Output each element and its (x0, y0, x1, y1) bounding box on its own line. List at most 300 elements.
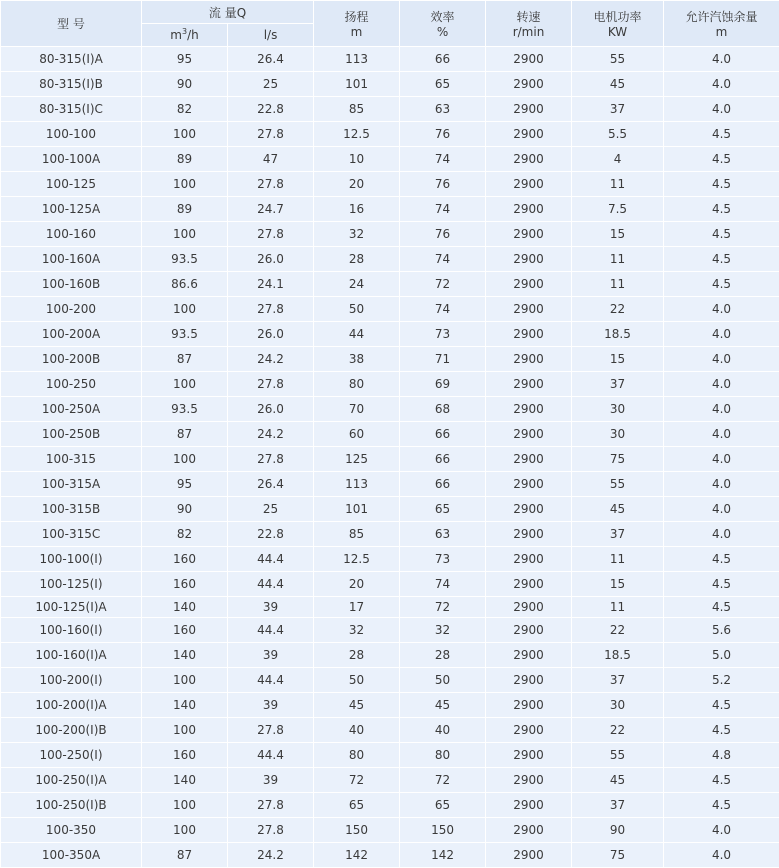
cell-speed: 2900 (486, 843, 572, 868)
cell-head: 85 (314, 522, 400, 547)
cell-model: 100-315A (1, 472, 142, 497)
cell-npsh: 4.5 (664, 272, 779, 297)
header-speed-label: 转速 (517, 10, 541, 24)
cell-flow-ls: 22.8 (228, 97, 314, 122)
cell-flow-ls: 27.8 (228, 297, 314, 322)
cell-flow-m3h: 100 (142, 172, 228, 197)
cell-model: 100-160B (1, 272, 142, 297)
table-row (1, 522, 779, 547)
cell-speed: 2900 (486, 197, 572, 222)
cell-npsh: 4.0 (664, 97, 779, 122)
table-row (1, 47, 779, 72)
cell-model: 100-350 (1, 818, 142, 843)
cell-head: 17 (314, 597, 400, 618)
cell-power: 45 (572, 72, 664, 97)
cell-head: 12.5 (314, 547, 400, 572)
cell-efficiency: 80 (400, 743, 486, 768)
header-speed-unit: r/min (513, 25, 545, 39)
cell-flow-ls: 26.0 (228, 247, 314, 272)
cell-flow-m3h: 82 (142, 522, 228, 547)
cell-flow-ls: 26.4 (228, 472, 314, 497)
cell-npsh: 4.0 (664, 72, 779, 97)
cell-speed: 2900 (486, 397, 572, 422)
header-npsh-label: 允许汽蚀余量 (686, 10, 758, 24)
cell-speed: 2900 (486, 522, 572, 547)
cell-npsh: 4.5 (664, 197, 779, 222)
cell-flow-m3h: 100 (142, 122, 228, 147)
cell-flow-ls: 44.4 (228, 547, 314, 572)
cell-npsh: 5.0 (664, 643, 779, 668)
cell-power: 18.5 (572, 643, 664, 668)
cell-flow-ls: 25 (228, 72, 314, 97)
cell-npsh: 4.0 (664, 818, 779, 843)
table-row (1, 618, 779, 643)
cell-power: 15 (572, 347, 664, 372)
table-row (1, 472, 779, 497)
cell-model: 100-100(I) (1, 547, 142, 572)
unit-sup: 3 (182, 27, 187, 36)
cell-npsh: 4.5 (664, 597, 779, 618)
cell-head: 28 (314, 247, 400, 272)
cell-flow-ls: 27.8 (228, 818, 314, 843)
table-row (1, 222, 779, 247)
table-row (1, 372, 779, 397)
cell-head: 32 (314, 618, 400, 643)
cell-flow-m3h: 90 (142, 497, 228, 522)
cell-efficiency: 76 (400, 222, 486, 247)
cell-power: 37 (572, 522, 664, 547)
cell-npsh: 4.0 (664, 422, 779, 447)
cell-head: 125 (314, 447, 400, 472)
cell-flow-ls: 44.4 (228, 572, 314, 597)
header-head-unit: m (351, 25, 363, 39)
cell-npsh: 5.6 (664, 618, 779, 643)
cell-efficiency: 65 (400, 497, 486, 522)
cell-power: 7.5 (572, 197, 664, 222)
table-row (1, 272, 779, 297)
cell-flow-m3h: 90 (142, 72, 228, 97)
cell-model: 100-100 (1, 122, 142, 147)
header-flow-unit-m3h (142, 24, 228, 47)
cell-head: 20 (314, 172, 400, 197)
table-row (1, 597, 779, 618)
cell-flow-m3h: 100 (142, 668, 228, 693)
cell-flow-ls: 39 (228, 597, 314, 618)
cell-model: 80-315(I)A (1, 47, 142, 72)
cell-speed: 2900 (486, 97, 572, 122)
cell-power: 45 (572, 497, 664, 522)
cell-speed: 2900 (486, 743, 572, 768)
table-row (1, 447, 779, 472)
cell-speed: 2900 (486, 718, 572, 743)
cell-power: 11 (572, 247, 664, 272)
cell-model: 100-250(I)A (1, 768, 142, 793)
table-row (1, 397, 779, 422)
cell-flow-ls: 26.4 (228, 47, 314, 72)
table-header (1, 1, 779, 47)
cell-speed: 2900 (486, 547, 572, 572)
cell-head: 85 (314, 97, 400, 122)
table-row (1, 197, 779, 222)
cell-flow-m3h: 89 (142, 147, 228, 172)
cell-flow-m3h: 93.5 (142, 247, 228, 272)
cell-power: 15 (572, 572, 664, 597)
cell-flow-ls: 27.8 (228, 447, 314, 472)
cell-speed: 2900 (486, 597, 572, 618)
cell-head: 101 (314, 497, 400, 522)
cell-power: 55 (572, 472, 664, 497)
cell-model: 100-200(I) (1, 668, 142, 693)
cell-power: 5.5 (572, 122, 664, 147)
table-row (1, 147, 779, 172)
cell-efficiency: 66 (400, 47, 486, 72)
header-flow: 流 量Q (142, 1, 314, 24)
cell-flow-m3h: 140 (142, 643, 228, 668)
header-npsh-unit: m (716, 25, 728, 39)
cell-head: 40 (314, 718, 400, 743)
table-row (1, 818, 779, 843)
header-flow-unit-ls: l/s (228, 24, 314, 47)
cell-model: 100-315B (1, 497, 142, 522)
cell-model: 80-315(I)C (1, 97, 142, 122)
cell-head: 38 (314, 347, 400, 372)
table-row (1, 322, 779, 347)
cell-speed: 2900 (486, 47, 572, 72)
cell-flow-m3h: 100 (142, 818, 228, 843)
cell-flow-ls: 44.4 (228, 668, 314, 693)
cell-efficiency: 66 (400, 447, 486, 472)
cell-flow-ls: 24.2 (228, 422, 314, 447)
cell-model: 100-200B (1, 347, 142, 372)
cell-flow-ls: 39 (228, 643, 314, 668)
cell-flow-ls: 22.8 (228, 522, 314, 547)
cell-efficiency: 63 (400, 97, 486, 122)
cell-flow-ls: 44.4 (228, 743, 314, 768)
cell-head: 24 (314, 272, 400, 297)
cell-npsh: 4.5 (664, 172, 779, 197)
cell-flow-m3h: 87 (142, 347, 228, 372)
cell-model: 100-160(I) (1, 618, 142, 643)
cell-speed: 2900 (486, 668, 572, 693)
cell-flow-ls: 39 (228, 768, 314, 793)
table-row (1, 643, 779, 668)
cell-power: 22 (572, 618, 664, 643)
cell-model: 100-125(I) (1, 572, 142, 597)
cell-speed: 2900 (486, 643, 572, 668)
cell-power: 11 (572, 547, 664, 572)
table-row (1, 497, 779, 522)
cell-flow-ls: 27.8 (228, 372, 314, 397)
cell-npsh: 4.0 (664, 447, 779, 472)
cell-flow-m3h: 100 (142, 222, 228, 247)
cell-efficiency: 65 (400, 72, 486, 97)
cell-flow-m3h: 89 (142, 197, 228, 222)
cell-speed: 2900 (486, 618, 572, 643)
cell-efficiency: 71 (400, 347, 486, 372)
cell-npsh: 4.5 (664, 793, 779, 818)
cell-efficiency: 74 (400, 572, 486, 597)
cell-power: 30 (572, 422, 664, 447)
table-row (1, 172, 779, 197)
cell-efficiency: 45 (400, 693, 486, 718)
cell-npsh: 4.5 (664, 693, 779, 718)
cell-npsh: 4.0 (664, 522, 779, 547)
cell-speed: 2900 (486, 372, 572, 397)
cell-efficiency: 66 (400, 472, 486, 497)
cell-model: 80-315(I)B (1, 72, 142, 97)
cell-power: 45 (572, 768, 664, 793)
header-model: 型 号 (1, 1, 142, 47)
cell-power: 55 (572, 743, 664, 768)
cell-power: 55 (572, 47, 664, 72)
cell-efficiency: 72 (400, 768, 486, 793)
cell-speed: 2900 (486, 297, 572, 322)
cell-power: 75 (572, 843, 664, 868)
table-row (1, 122, 779, 147)
cell-flow-ls: 26.0 (228, 397, 314, 422)
cell-flow-m3h: 87 (142, 843, 228, 868)
table-row (1, 72, 779, 97)
table-row (1, 768, 779, 793)
cell-efficiency: 73 (400, 547, 486, 572)
header-efficiency (400, 1, 486, 47)
cell-speed: 2900 (486, 572, 572, 597)
cell-flow-m3h: 140 (142, 693, 228, 718)
cell-flow-ls: 27.8 (228, 122, 314, 147)
cell-npsh: 4.5 (664, 122, 779, 147)
cell-efficiency: 66 (400, 422, 486, 447)
cell-efficiency: 40 (400, 718, 486, 743)
cell-efficiency: 150 (400, 818, 486, 843)
cell-flow-m3h: 86.6 (142, 272, 228, 297)
cell-power: 4 (572, 147, 664, 172)
cell-power: 22 (572, 297, 664, 322)
cell-speed: 2900 (486, 272, 572, 297)
cell-efficiency: 50 (400, 668, 486, 693)
cell-flow-ls: 27.8 (228, 793, 314, 818)
cell-speed: 2900 (486, 172, 572, 197)
cell-model: 100-250(I) (1, 743, 142, 768)
cell-head: 101 (314, 72, 400, 97)
cell-flow-m3h: 87 (142, 422, 228, 447)
cell-head: 150 (314, 818, 400, 843)
cell-efficiency: 74 (400, 247, 486, 272)
cell-flow-ls: 25 (228, 497, 314, 522)
cell-power: 37 (572, 793, 664, 818)
cell-npsh: 4.0 (664, 397, 779, 422)
cell-npsh: 4.5 (664, 547, 779, 572)
cell-power: 11 (572, 597, 664, 618)
table-row (1, 347, 779, 372)
cell-npsh: 4.0 (664, 472, 779, 497)
cell-model: 100-250 (1, 372, 142, 397)
table-row (1, 547, 779, 572)
table-row (1, 693, 779, 718)
cell-speed: 2900 (486, 422, 572, 447)
header-power-unit: KW (608, 25, 627, 39)
table-row (1, 247, 779, 272)
cell-flow-m3h: 100 (142, 297, 228, 322)
table-row (1, 793, 779, 818)
header-power-label: 电机功率 (594, 10, 642, 24)
header-head-label: 扬程 (345, 10, 369, 24)
cell-npsh: 4.5 (664, 222, 779, 247)
cell-flow-ls: 26.0 (228, 322, 314, 347)
header-efficiency-unit: % (437, 25, 448, 39)
cell-npsh: 4.8 (664, 743, 779, 768)
table-body (1, 47, 779, 868)
cell-power: 22 (572, 718, 664, 743)
header-head (314, 1, 400, 47)
cell-power: 37 (572, 372, 664, 397)
table-row (1, 572, 779, 597)
cell-efficiency: 74 (400, 197, 486, 222)
cell-efficiency: 28 (400, 643, 486, 668)
cell-head: 10 (314, 147, 400, 172)
cell-flow-ls: 24.1 (228, 272, 314, 297)
cell-power: 37 (572, 668, 664, 693)
cell-npsh: 5.2 (664, 668, 779, 693)
table-row (1, 743, 779, 768)
cell-model: 100-250A (1, 397, 142, 422)
cell-flow-ls: 27.8 (228, 172, 314, 197)
cell-efficiency: 74 (400, 297, 486, 322)
cell-model: 100-315 (1, 447, 142, 472)
cell-speed: 2900 (486, 497, 572, 522)
cell-model: 100-200(I)B (1, 718, 142, 743)
cell-head: 28 (314, 643, 400, 668)
cell-flow-ls: 27.8 (228, 222, 314, 247)
cell-head: 44 (314, 322, 400, 347)
cell-efficiency: 69 (400, 372, 486, 397)
cell-head: 70 (314, 397, 400, 422)
cell-speed: 2900 (486, 247, 572, 272)
cell-model: 100-125 (1, 172, 142, 197)
cell-model: 100-160(I)A (1, 643, 142, 668)
cell-model: 100-250(I)B (1, 793, 142, 818)
cell-model: 100-125A (1, 197, 142, 222)
cell-efficiency: 76 (400, 122, 486, 147)
cell-flow-m3h: 95 (142, 472, 228, 497)
cell-model: 100-160A (1, 247, 142, 272)
cell-npsh: 4.5 (664, 147, 779, 172)
cell-speed: 2900 (486, 147, 572, 172)
cell-flow-m3h: 100 (142, 372, 228, 397)
table-row (1, 718, 779, 743)
cell-speed: 2900 (486, 122, 572, 147)
cell-flow-m3h: 160 (142, 618, 228, 643)
cell-npsh: 4.5 (664, 718, 779, 743)
cell-flow-m3h: 160 (142, 572, 228, 597)
cell-npsh: 4.0 (664, 297, 779, 322)
header-npsh (664, 1, 779, 47)
table-row (1, 668, 779, 693)
cell-npsh: 4.5 (664, 768, 779, 793)
cell-speed: 2900 (486, 322, 572, 347)
cell-power: 90 (572, 818, 664, 843)
cell-model: 100-350A (1, 843, 142, 868)
cell-flow-ls: 47 (228, 147, 314, 172)
cell-speed: 2900 (486, 768, 572, 793)
cell-speed: 2900 (486, 818, 572, 843)
cell-flow-m3h: 100 (142, 718, 228, 743)
cell-power: 15 (572, 222, 664, 247)
cell-npsh: 4.0 (664, 347, 779, 372)
cell-flow-m3h: 82 (142, 97, 228, 122)
cell-head: 113 (314, 472, 400, 497)
table-row (1, 297, 779, 322)
cell-flow-m3h: 140 (142, 597, 228, 618)
cell-efficiency: 72 (400, 597, 486, 618)
cell-head: 142 (314, 843, 400, 868)
cell-npsh: 4.0 (664, 322, 779, 347)
cell-efficiency: 63 (400, 522, 486, 547)
cell-flow-m3h: 93.5 (142, 397, 228, 422)
cell-head: 60 (314, 422, 400, 447)
cell-efficiency: 65 (400, 793, 486, 818)
cell-model: 100-160 (1, 222, 142, 247)
cell-flow-ls: 24.2 (228, 843, 314, 868)
cell-power: 75 (572, 447, 664, 472)
header-speed (486, 1, 572, 47)
cell-power: 18.5 (572, 322, 664, 347)
cell-head: 80 (314, 372, 400, 397)
cell-head: 65 (314, 793, 400, 818)
cell-flow-ls: 24.7 (228, 197, 314, 222)
cell-flow-m3h: 95 (142, 47, 228, 72)
cell-npsh: 4.0 (664, 372, 779, 397)
cell-flow-ls: 27.8 (228, 718, 314, 743)
cell-flow-ls: 39 (228, 693, 314, 718)
cell-efficiency: 74 (400, 147, 486, 172)
cell-head: 12.5 (314, 122, 400, 147)
table-row (1, 422, 779, 447)
cell-npsh: 4.0 (664, 843, 779, 868)
cell-npsh: 4.5 (664, 247, 779, 272)
cell-efficiency: 32 (400, 618, 486, 643)
cell-flow-m3h: 160 (142, 743, 228, 768)
cell-model: 100-125(I)A (1, 597, 142, 618)
cell-speed: 2900 (486, 472, 572, 497)
unit-h: /h (187, 28, 199, 42)
cell-speed: 2900 (486, 447, 572, 472)
table-row (1, 97, 779, 122)
cell-model: 100-200(I)A (1, 693, 142, 718)
cell-speed: 2900 (486, 72, 572, 97)
cell-model: 100-315C (1, 522, 142, 547)
cell-head: 113 (314, 47, 400, 72)
cell-flow-m3h: 100 (142, 793, 228, 818)
cell-model: 100-100A (1, 147, 142, 172)
table-row (1, 843, 779, 868)
cell-speed: 2900 (486, 793, 572, 818)
cell-model: 100-250B (1, 422, 142, 447)
cell-efficiency: 142 (400, 843, 486, 868)
cell-efficiency: 68 (400, 397, 486, 422)
cell-head: 80 (314, 743, 400, 768)
cell-head: 50 (314, 668, 400, 693)
cell-model: 100-200A (1, 322, 142, 347)
cell-flow-m3h: 93.5 (142, 322, 228, 347)
header-efficiency-label: 效率 (431, 10, 455, 24)
cell-npsh: 4.0 (664, 47, 779, 72)
cell-flow-ls: 44.4 (228, 618, 314, 643)
cell-npsh: 4.0 (664, 497, 779, 522)
cell-model: 100-200 (1, 297, 142, 322)
cell-power: 37 (572, 97, 664, 122)
cell-speed: 2900 (486, 222, 572, 247)
cell-power: 11 (572, 172, 664, 197)
